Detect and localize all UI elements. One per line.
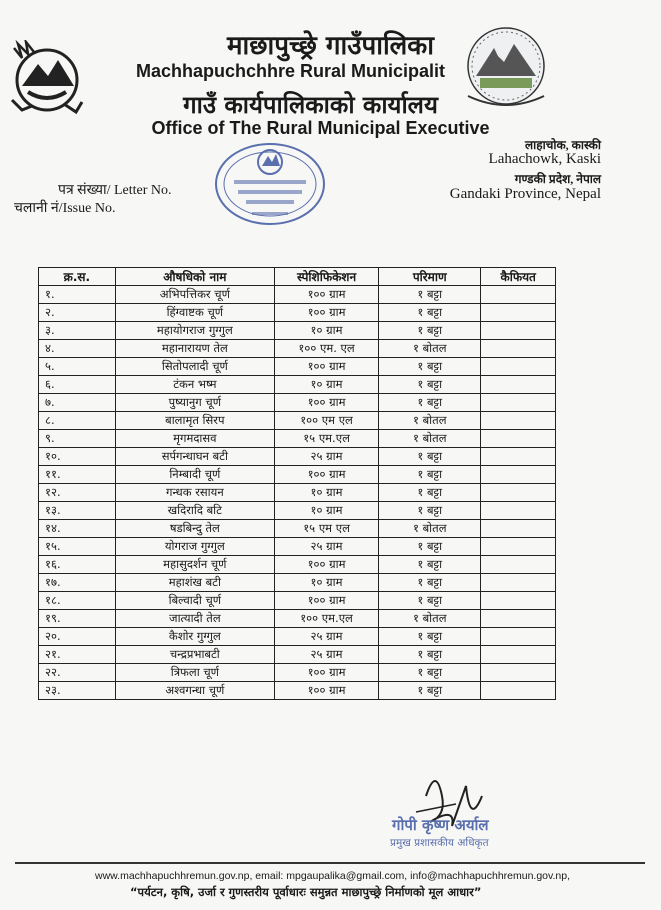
table-row [39, 484, 556, 502]
cell-specification: १०० एम. एल [274, 340, 378, 358]
table-header-row [39, 268, 556, 286]
municipality-name-english: Machhapuchchhre Rural Municipalit [135, 61, 446, 81]
cell-serial: २. [39, 304, 116, 322]
footer-contact: www.machhapuchhremun.gov.np, email: mpgaupalika@gmail.com, info@machhapuchhremun.gov.np, [95, 870, 571, 882]
table-row [39, 664, 556, 682]
cell-specification: १०० ग्राम [274, 394, 378, 412]
cell-quantity: १ बट्टा [379, 646, 481, 664]
cell-remarks [481, 592, 556, 610]
cell-remarks [481, 628, 556, 646]
column-header-specification: स्पेशिफिकेशन [274, 268, 378, 286]
cell-quantity: १ बट्टा [379, 682, 481, 700]
cell-specification: १०० ग्राम [274, 466, 378, 484]
table-row [39, 610, 556, 628]
cell-quantity: १ बट्टा [379, 484, 481, 502]
cell-specification: १० ग्राम [274, 574, 378, 592]
address-nepali: लाहाचोक, कास्की [525, 138, 601, 152]
cell-quantity: १ बट्टा [379, 556, 481, 574]
table-body [39, 286, 556, 700]
cell-remarks [481, 664, 556, 682]
cell-quantity: १ बोतल [379, 520, 481, 538]
cell-remarks [481, 394, 556, 412]
table-row [39, 304, 556, 322]
cell-quantity: १ बट्टा [379, 574, 481, 592]
cell-serial: ९. [39, 430, 116, 448]
column-header-quantity: परिमाण [379, 268, 481, 286]
cell-medicine-name: बिल्वादी चूर्ण [115, 592, 274, 610]
cell-medicine-name: महानारायण तेल [115, 340, 274, 358]
cell-quantity: १ बट्टा [379, 466, 481, 484]
cell-remarks [481, 538, 556, 556]
cell-serial: ८. [39, 412, 116, 430]
cell-quantity: १ बट्टा [379, 376, 481, 394]
province-nepali: गण्डकी प्रदेश, नेपाल [514, 172, 601, 186]
cell-medicine-name: सितोपलादी चूर्ण [115, 358, 274, 376]
table-row [39, 394, 556, 412]
table-row [39, 358, 556, 376]
cell-serial: १८. [39, 592, 116, 610]
footer-slogan: “पर्यटन, कृषि, उर्जा र गुणस्तरीय पूर्वाधारः समुन्नत माछापुच्छ्रे निर्माणको मूल आधार” [130, 885, 482, 899]
cell-medicine-name: चन्द्रप्रभाबटी [115, 646, 274, 664]
table-row [39, 520, 556, 538]
medicine-list-table [38, 267, 556, 700]
cell-specification: १०० ग्राम [274, 556, 378, 574]
cell-remarks [481, 466, 556, 484]
cell-remarks [481, 484, 556, 502]
cell-remarks [481, 358, 556, 376]
issue-number-label: चलानी नं/Issue No. [14, 201, 116, 216]
cell-specification: १५ एम एल [274, 520, 378, 538]
table-row [39, 628, 556, 646]
table-row [39, 430, 556, 448]
cell-remarks [481, 376, 556, 394]
cell-medicine-name: बालामृत सिरप [115, 412, 274, 430]
cell-remarks [481, 556, 556, 574]
cell-serial: २२. [39, 664, 116, 682]
cell-serial: १४. [39, 520, 116, 538]
cell-serial: १५. [39, 538, 116, 556]
cell-specification: १० ग्राम [274, 484, 378, 502]
cell-serial: १०. [39, 448, 116, 466]
cell-remarks [481, 304, 556, 322]
cell-medicine-name: जात्यादी तेल [115, 610, 274, 628]
cell-quantity: १ बट्टा [379, 286, 481, 304]
cell-medicine-name: गन्धक रसायन [115, 484, 274, 502]
cell-serial: ४. [39, 340, 116, 358]
cell-medicine-name: टंकन भष्म [115, 376, 274, 394]
cell-quantity: १ बट्टा [379, 394, 481, 412]
cell-medicine-name: निम्बादी चूर्ण [115, 466, 274, 484]
cell-specification: १०० एम एल [274, 412, 378, 430]
signatory-title: प्रमुख प्रशासकीय अधिकृत [390, 837, 489, 849]
cell-remarks [481, 610, 556, 628]
cell-specification: २५ ग्राम [274, 646, 378, 664]
cell-remarks [481, 448, 556, 466]
cell-remarks [481, 520, 556, 538]
cell-specification: १५ एम.एल [274, 430, 378, 448]
table-row [39, 340, 556, 358]
cell-quantity: १ बट्टा [379, 664, 481, 682]
signatory-name: गोपी कृष्ण अर्याल [392, 816, 489, 834]
table-row [39, 592, 556, 610]
table-row [39, 466, 556, 484]
table-row [39, 646, 556, 664]
cell-serial: ३. [39, 322, 116, 340]
cell-specification: १०० ग्राम [274, 358, 378, 376]
cell-quantity: १ बट्टा [379, 628, 481, 646]
cell-serial: ११. [39, 466, 116, 484]
cell-medicine-name: हिंग्वाष्टक चूर्ण [115, 304, 274, 322]
cell-serial: २३. [39, 682, 116, 700]
cell-serial: ६. [39, 376, 116, 394]
table-row [39, 502, 556, 520]
cell-medicine-name: खदिरादि बटि [115, 502, 274, 520]
address-english: Lahachowk, Kaski [488, 151, 601, 167]
cell-specification: १०० एम.एल [274, 610, 378, 628]
footer-divider [15, 862, 645, 864]
cell-medicine-name: अश्वगन्धा चूर्ण [115, 682, 274, 700]
cell-medicine-name: योगराज गुग्गुल [115, 538, 274, 556]
cell-serial: १९. [39, 610, 116, 628]
cell-quantity: १ बट्टा [379, 322, 481, 340]
cell-quantity: १ बट्टा [379, 538, 481, 556]
cell-medicine-name: महाशंख बटी [115, 574, 274, 592]
cell-specification: २५ ग्राम [274, 538, 378, 556]
cell-specification: १०० ग्राम [274, 682, 378, 700]
cell-medicine-name: सर्पगन्धाघन बटी [115, 448, 274, 466]
cell-specification: १० ग्राम [274, 502, 378, 520]
cell-quantity: १ बोतल [379, 340, 481, 358]
cell-serial: २१. [39, 646, 116, 664]
cell-medicine-name: त्रिफला चूर्ण [115, 664, 274, 682]
cell-remarks [481, 412, 556, 430]
cell-serial: १२. [39, 484, 116, 502]
cell-medicine-name: महायोगराज गुग्गुल [115, 322, 274, 340]
cell-serial: १७. [39, 574, 116, 592]
cell-quantity: १ बट्टा [379, 304, 481, 322]
column-header-serial: क्र.स. [39, 268, 116, 286]
table-row [39, 322, 556, 340]
cell-medicine-name: अभिपत्तिकर चूर्ण [115, 286, 274, 304]
cell-specification: १० ग्राम [274, 322, 378, 340]
cell-specification: १०० ग्राम [274, 592, 378, 610]
cell-quantity: १ बट्टा [379, 592, 481, 610]
column-header-remarks: कैफियत [481, 268, 556, 286]
cell-specification: १०० ग्राम [274, 304, 378, 322]
cell-serial: ७. [39, 394, 116, 412]
cell-specification: १० ग्राम [274, 376, 378, 394]
table-row [39, 556, 556, 574]
cell-medicine-name: मृगमदासव [115, 430, 274, 448]
cell-quantity: १ बट्टा [379, 448, 481, 466]
column-header-medicine-name: औषधिको नाम [115, 268, 274, 286]
cell-remarks [481, 340, 556, 358]
table-row [39, 448, 556, 466]
cell-serial: १३. [39, 502, 116, 520]
cell-serial: १६. [39, 556, 116, 574]
table-row [39, 286, 556, 304]
office-name-english: Office of The Rural Municipal Executive [151, 118, 490, 138]
cell-quantity: १ बोतल [379, 412, 481, 430]
cell-serial: १. [39, 286, 116, 304]
office-name-nepali: गाउँ कार्यपालिकाको कार्यालय [183, 91, 438, 119]
cell-serial: २०. [39, 628, 116, 646]
letter-number-label: पत्र संख्या/ Letter No. [58, 183, 172, 198]
cell-remarks [481, 646, 556, 664]
cell-quantity: १ बोतल [379, 430, 481, 448]
cell-remarks [481, 502, 556, 520]
cell-medicine-name: महासुदर्शन चूर्ण [115, 556, 274, 574]
cell-remarks [481, 286, 556, 304]
table-row [39, 574, 556, 592]
table-row [39, 376, 556, 394]
table-row [39, 682, 556, 700]
cell-specification: १०० ग्राम [274, 664, 378, 682]
cell-specification: २५ ग्राम [274, 448, 378, 466]
cell-remarks [481, 574, 556, 592]
cell-serial: ५. [39, 358, 116, 376]
cell-remarks [481, 682, 556, 700]
cell-medicine-name: षडबिन्दु तेल [115, 520, 274, 538]
municipality-name-nepali: माछापुच्छ्रे गाउँपालिका [226, 31, 435, 61]
cell-specification: १०० ग्राम [274, 286, 378, 304]
cell-medicine-name: पुष्यानुग चूर्ण [115, 394, 274, 412]
cell-quantity: १ बट्टा [379, 502, 481, 520]
cell-remarks [481, 430, 556, 448]
cell-remarks [481, 322, 556, 340]
table-row [39, 538, 556, 556]
cell-quantity: १ बोतल [379, 610, 481, 628]
province-english: Gandaki Province, Nepal [449, 186, 601, 202]
cell-medicine-name: कैशोर गुग्गुल [115, 628, 274, 646]
table-row [39, 412, 556, 430]
cell-specification: २५ ग्राम [274, 628, 378, 646]
cell-quantity: १ बट्टा [379, 358, 481, 376]
office-seal-stamp [212, 138, 328, 230]
